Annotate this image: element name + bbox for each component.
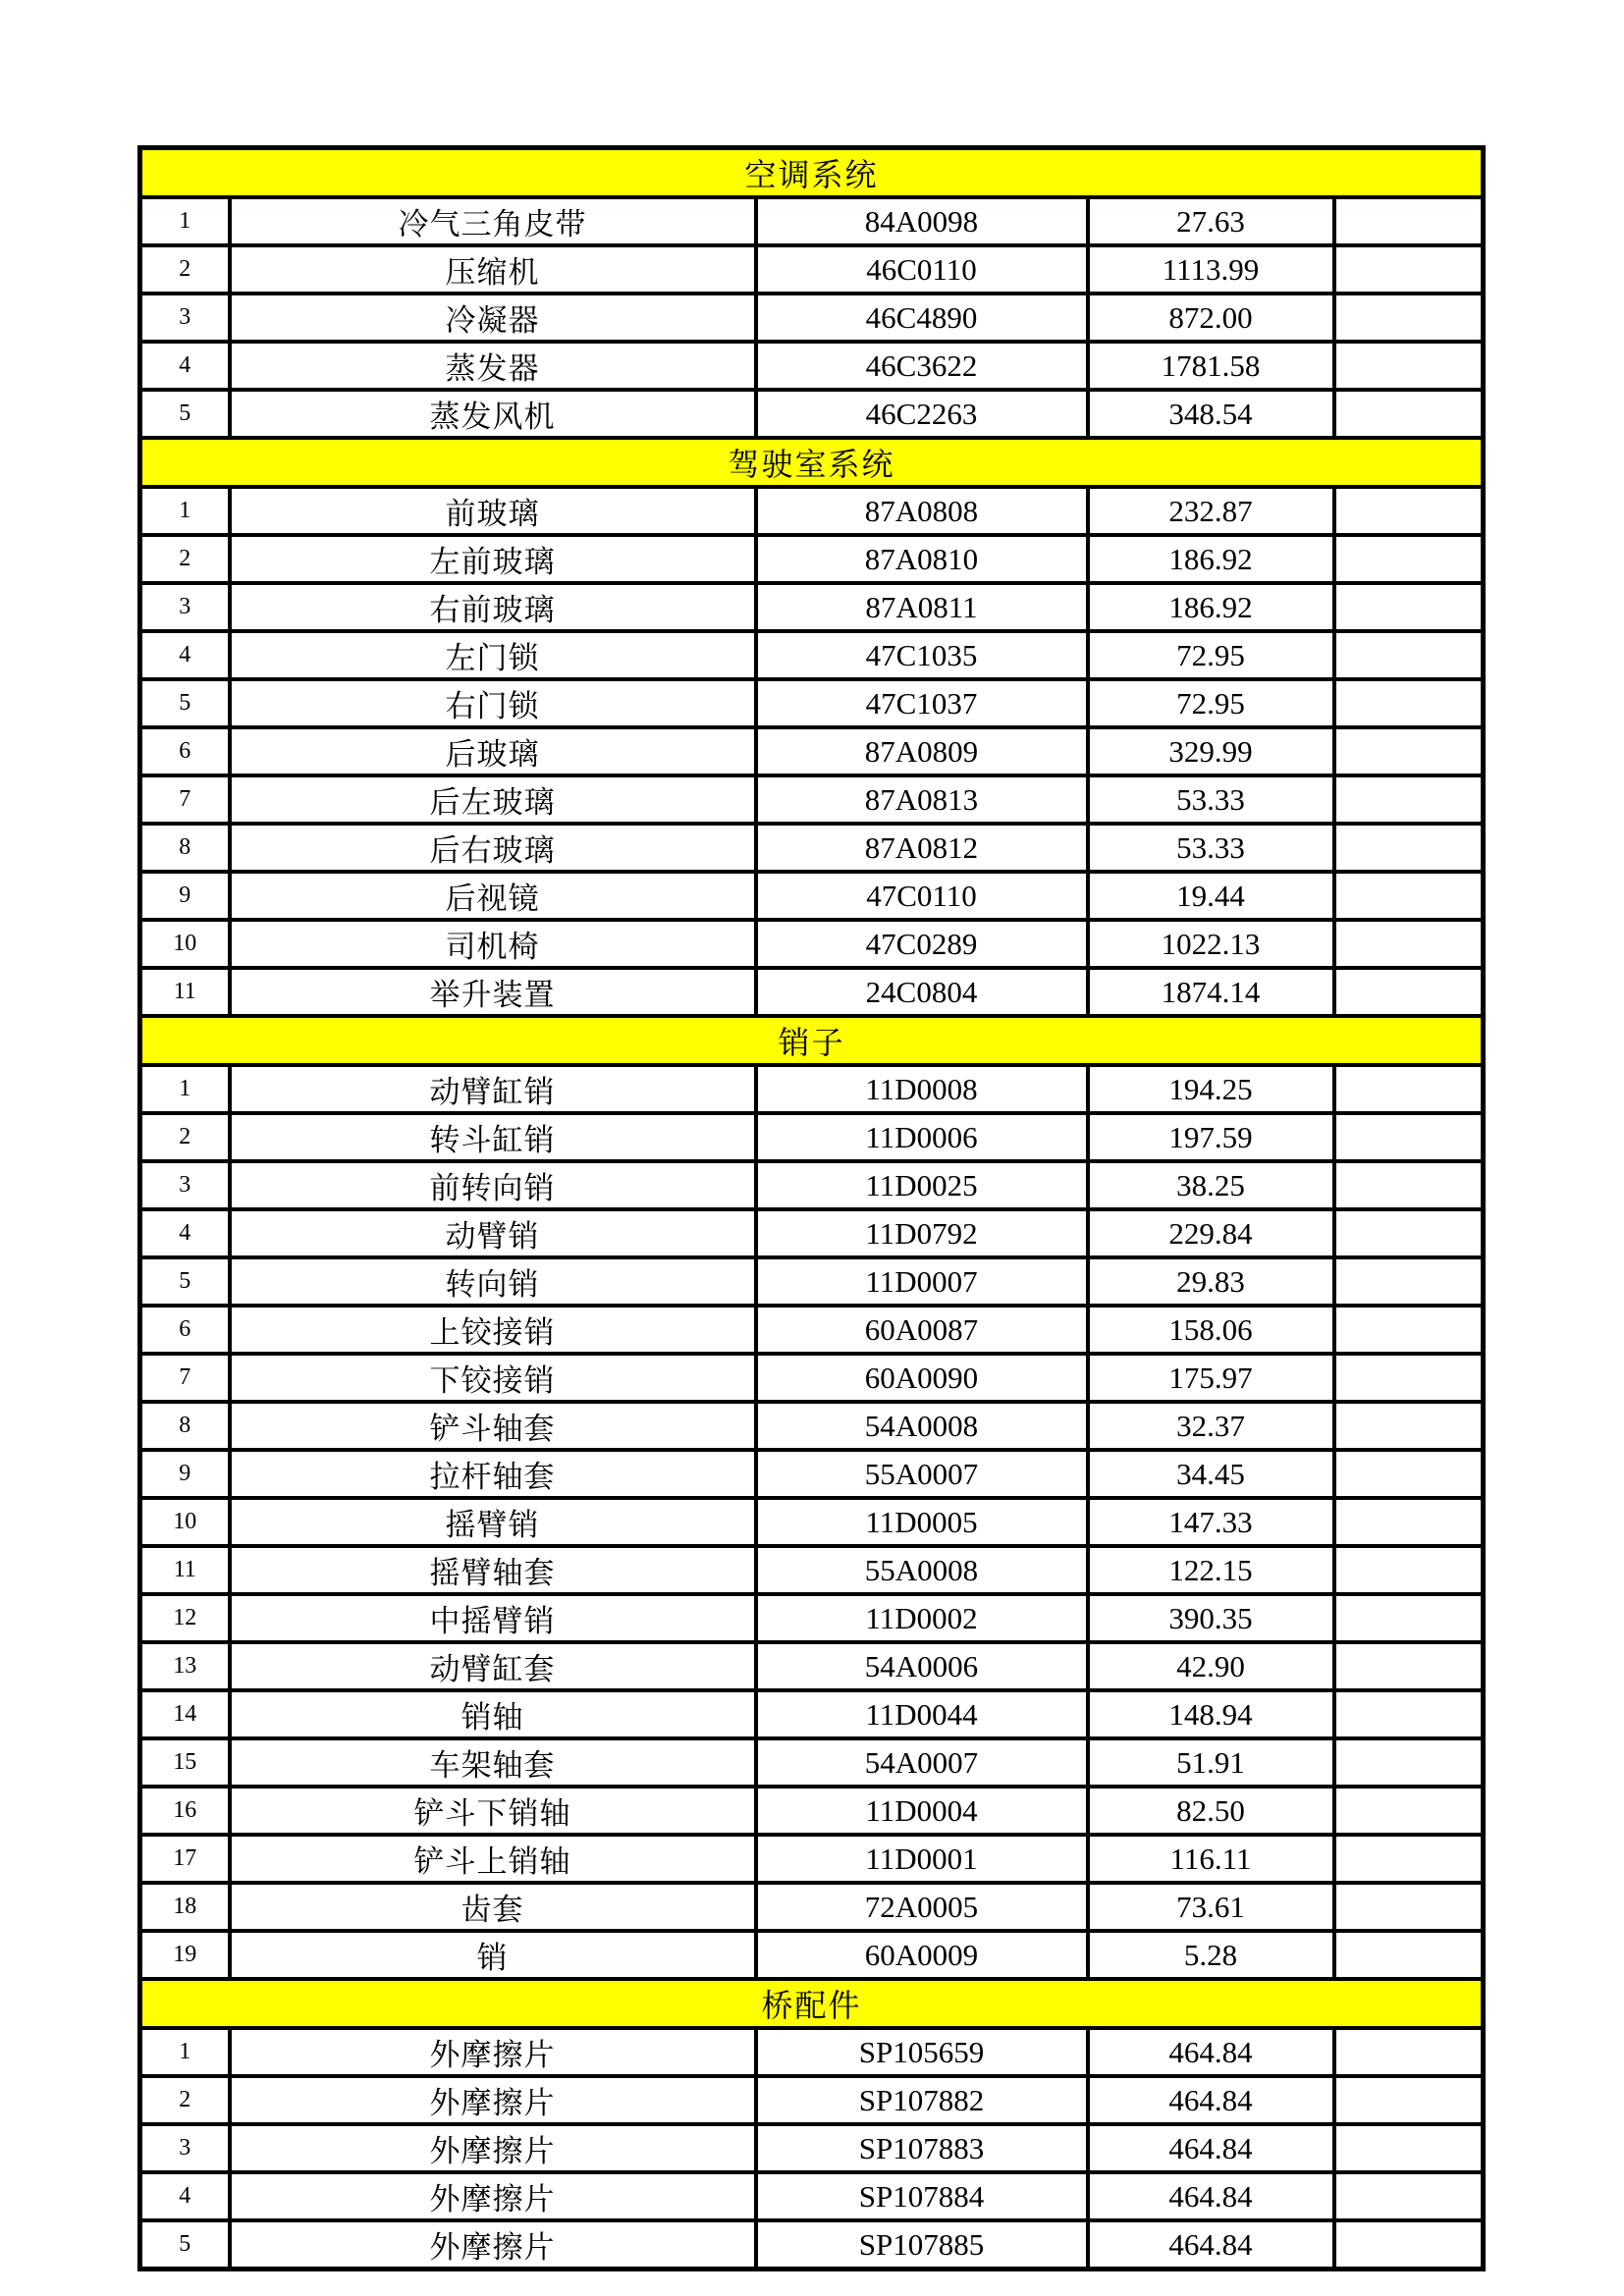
section-header-row [140, 1979, 1484, 2028]
row-index-cell: 13 [140, 1642, 230, 1690]
table-row [140, 1113, 1484, 1161]
part-name-cell: 转斗缸销 [230, 1113, 756, 1161]
row-index-cell: 3 [140, 2124, 230, 2172]
note-cell [1334, 1498, 1484, 1546]
row-index-cell: 11 [140, 1546, 230, 1594]
part-price-cell: 1781.58 [1088, 342, 1334, 390]
part-name-cell: 下铰接销 [230, 1354, 756, 1402]
row-index-cell: 8 [140, 824, 230, 872]
part-name-cell: 上铰接销 [230, 1306, 756, 1354]
row-index-cell: 5 [140, 2220, 230, 2269]
table-row [140, 775, 1484, 824]
note-cell [1334, 679, 1484, 727]
note-cell [1334, 872, 1484, 920]
note-cell [1334, 1594, 1484, 1642]
row-index-cell: 18 [140, 1883, 230, 1931]
row-index-cell: 5 [140, 679, 230, 727]
note-cell [1334, 1931, 1484, 1979]
table-row [140, 390, 1484, 438]
part-name-cell: 右前玻璃 [230, 583, 756, 631]
note-cell [1334, 1209, 1484, 1257]
row-index-cell: 4 [140, 631, 230, 679]
part-price-cell: 1113.99 [1088, 245, 1334, 294]
part-price-cell: 464.84 [1088, 2172, 1334, 2220]
part-code-cell: 46C3622 [756, 342, 1088, 390]
part-code-cell: 47C1035 [756, 631, 1088, 679]
row-index-cell: 7 [140, 1354, 230, 1402]
table-row [140, 294, 1484, 342]
part-price-cell: 82.50 [1088, 1787, 1334, 1835]
part-price-cell: 51.91 [1088, 1738, 1334, 1787]
note-cell [1334, 824, 1484, 872]
row-index-cell: 14 [140, 1690, 230, 1738]
row-index-cell: 10 [140, 920, 230, 968]
part-code-cell: 46C0110 [756, 245, 1088, 294]
table-row [140, 197, 1484, 245]
part-code-cell: 54A0006 [756, 1642, 1088, 1690]
part-name-cell: 压缩机 [230, 245, 756, 294]
part-name-cell: 后左玻璃 [230, 775, 756, 824]
row-index-cell: 15 [140, 1738, 230, 1787]
part-price-cell: 147.33 [1088, 1498, 1334, 1546]
row-index-cell: 2 [140, 245, 230, 294]
part-price-cell: 53.33 [1088, 775, 1334, 824]
part-name-cell: 铲斗轴套 [230, 1402, 756, 1450]
part-name-cell: 摇臂销 [230, 1498, 756, 1546]
note-cell [1334, 245, 1484, 294]
table-row [140, 1402, 1484, 1450]
part-name-cell: 销 [230, 1931, 756, 1979]
table-row [140, 342, 1484, 390]
row-index-cell: 2 [140, 535, 230, 583]
note-cell [1334, 2076, 1484, 2124]
row-index-cell: 4 [140, 2172, 230, 2220]
part-code-cell: 87A0811 [756, 583, 1088, 631]
table-row [140, 1931, 1484, 1979]
part-name-cell: 前玻璃 [230, 487, 756, 535]
table-row [140, 2124, 1484, 2172]
section-header-row [140, 148, 1484, 198]
part-code-cell: 54A0008 [756, 1402, 1088, 1450]
table-row [140, 1498, 1484, 1546]
table-row [140, 487, 1484, 535]
note-cell [1334, 2028, 1484, 2076]
part-name-cell: 中摇臂销 [230, 1594, 756, 1642]
part-price-cell: 464.84 [1088, 2220, 1334, 2269]
note-cell [1334, 2220, 1484, 2269]
row-index-cell: 4 [140, 342, 230, 390]
part-code-cell: 11D0792 [756, 1209, 1088, 1257]
part-code-cell: 54A0007 [756, 1738, 1088, 1787]
row-index-cell: 3 [140, 583, 230, 631]
part-price-cell: 229.84 [1088, 1209, 1334, 1257]
part-code-cell: SP107882 [756, 2076, 1088, 2124]
row-index-cell: 1 [140, 487, 230, 535]
table-row [140, 1450, 1484, 1498]
part-name-cell: 外摩擦片 [230, 2076, 756, 2124]
table-row [140, 1594, 1484, 1642]
section-title: 销子 [140, 1016, 1484, 1065]
table-row [140, 1787, 1484, 1835]
note-cell [1334, 1787, 1484, 1835]
part-name-cell: 外摩擦片 [230, 2172, 756, 2220]
part-name-cell: 外摩擦片 [230, 2028, 756, 2076]
part-name-cell: 动臂销 [230, 1209, 756, 1257]
part-price-cell: 464.84 [1088, 2028, 1334, 2076]
part-name-cell: 后玻璃 [230, 727, 756, 775]
part-code-cell: 87A0812 [756, 824, 1088, 872]
part-code-cell: 72A0005 [756, 1883, 1088, 1931]
table-row [140, 679, 1484, 727]
part-name-cell: 动臂缸套 [230, 1642, 756, 1690]
table-row [140, 2076, 1484, 2124]
part-code-cell: 47C0110 [756, 872, 1088, 920]
section-header-row [140, 438, 1484, 487]
part-name-cell: 摇臂轴套 [230, 1546, 756, 1594]
part-price-cell: 32.37 [1088, 1402, 1334, 1450]
table-row [140, 2172, 1484, 2220]
part-price-cell: 27.63 [1088, 197, 1334, 245]
part-code-cell: SP107885 [756, 2220, 1088, 2269]
part-name-cell: 车架轴套 [230, 1738, 756, 1787]
part-price-cell: 1022.13 [1088, 920, 1334, 968]
note-cell [1334, 1738, 1484, 1787]
part-code-cell: 47C0289 [756, 920, 1088, 968]
part-name-cell: 左前玻璃 [230, 535, 756, 583]
part-code-cell: 11D0004 [756, 1787, 1088, 1835]
row-index-cell: 11 [140, 968, 230, 1016]
note-cell [1334, 1354, 1484, 1402]
row-index-cell: 12 [140, 1594, 230, 1642]
note-cell [1334, 968, 1484, 1016]
part-price-cell: 122.15 [1088, 1546, 1334, 1594]
part-price-cell: 348.54 [1088, 390, 1334, 438]
note-cell [1334, 1065, 1484, 1113]
note-cell [1334, 1642, 1484, 1690]
row-index-cell: 3 [140, 294, 230, 342]
part-code-cell: 87A0808 [756, 487, 1088, 535]
table-row [140, 968, 1484, 1016]
row-index-cell: 5 [140, 390, 230, 438]
part-price-cell: 464.84 [1088, 2076, 1334, 2124]
note-cell [1334, 1257, 1484, 1306]
part-price-cell: 73.61 [1088, 1883, 1334, 1931]
part-code-cell: 55A0007 [756, 1450, 1088, 1498]
row-index-cell: 7 [140, 775, 230, 824]
note-cell [1334, 1835, 1484, 1883]
note-cell [1334, 535, 1484, 583]
table-body [140, 148, 1484, 2269]
part-price-cell: 116.11 [1088, 1835, 1334, 1883]
part-name-cell: 后视镜 [230, 872, 756, 920]
part-name-cell: 铲斗下销轴 [230, 1787, 756, 1835]
note-cell [1334, 197, 1484, 245]
part-price-cell: 42.90 [1088, 1642, 1334, 1690]
part-name-cell: 销轴 [230, 1690, 756, 1738]
part-price-cell: 464.84 [1088, 2124, 1334, 2172]
note-cell [1334, 1883, 1484, 1931]
part-code-cell: 11D0007 [756, 1257, 1088, 1306]
table-row [140, 1065, 1484, 1113]
part-code-cell: 11D0006 [756, 1113, 1088, 1161]
table-row [140, 631, 1484, 679]
table-row [140, 1835, 1484, 1883]
row-index-cell: 2 [140, 2076, 230, 2124]
part-price-cell: 186.92 [1088, 583, 1334, 631]
table-row [140, 245, 1484, 294]
part-price-cell: 186.92 [1088, 535, 1334, 583]
part-code-cell: 11D0025 [756, 1161, 1088, 1209]
row-index-cell: 1 [140, 197, 230, 245]
table-row [140, 872, 1484, 920]
row-index-cell: 1 [140, 2028, 230, 2076]
part-name-cell: 右门锁 [230, 679, 756, 727]
note-cell [1334, 390, 1484, 438]
table-row [140, 2220, 1484, 2269]
table-row [140, 1209, 1484, 1257]
part-code-cell: SP107884 [756, 2172, 1088, 2220]
part-price-cell: 194.25 [1088, 1065, 1334, 1113]
part-name-cell: 司机椅 [230, 920, 756, 968]
note-cell [1334, 1306, 1484, 1354]
part-name-cell: 转向销 [230, 1257, 756, 1306]
part-name-cell: 外摩擦片 [230, 2220, 756, 2269]
part-price-cell: 390.35 [1088, 1594, 1334, 1642]
part-code-cell: 87A0810 [756, 535, 1088, 583]
part-name-cell: 冷气三角皮带 [230, 197, 756, 245]
table-row [140, 1738, 1484, 1787]
table-row [140, 535, 1484, 583]
part-code-cell: 11D0002 [756, 1594, 1088, 1642]
part-code-cell: 24C0804 [756, 968, 1088, 1016]
row-index-cell: 6 [140, 727, 230, 775]
part-price-cell: 72.95 [1088, 679, 1334, 727]
part-code-cell: 11D0005 [756, 1498, 1088, 1546]
part-price-cell: 148.94 [1088, 1690, 1334, 1738]
part-code-cell: 46C4890 [756, 294, 1088, 342]
part-name-cell: 拉杆轴套 [230, 1450, 756, 1498]
row-index-cell: 10 [140, 1498, 230, 1546]
part-name-cell: 举升装置 [230, 968, 756, 1016]
part-price-cell: 19.44 [1088, 872, 1334, 920]
row-index-cell: 9 [140, 1450, 230, 1498]
part-name-cell: 后右玻璃 [230, 824, 756, 872]
note-cell [1334, 342, 1484, 390]
note-cell [1334, 1450, 1484, 1498]
table-row [140, 727, 1484, 775]
part-price-cell: 872.00 [1088, 294, 1334, 342]
section-title: 桥配件 [140, 1979, 1484, 2028]
part-price-cell: 158.06 [1088, 1306, 1334, 1354]
note-cell [1334, 1690, 1484, 1738]
part-code-cell: 60A0087 [756, 1306, 1088, 1354]
part-price-cell: 38.25 [1088, 1161, 1334, 1209]
part-price-cell: 5.28 [1088, 1931, 1334, 1979]
row-index-cell: 6 [140, 1306, 230, 1354]
part-name-cell: 冷凝器 [230, 294, 756, 342]
section-header-row [140, 1016, 1484, 1065]
part-price-cell: 197.59 [1088, 1113, 1334, 1161]
parts-price-table [137, 145, 1486, 2271]
note-cell [1334, 727, 1484, 775]
note-cell [1334, 294, 1484, 342]
note-cell [1334, 2124, 1484, 2172]
table-row [140, 1161, 1484, 1209]
part-price-cell: 329.99 [1088, 727, 1334, 775]
part-price-cell: 72.95 [1088, 631, 1334, 679]
part-code-cell: 46C2263 [756, 390, 1088, 438]
row-index-cell: 17 [140, 1835, 230, 1883]
part-code-cell: 60A0090 [756, 1354, 1088, 1402]
note-cell [1334, 487, 1484, 535]
note-cell [1334, 1161, 1484, 1209]
row-index-cell: 19 [140, 1931, 230, 1979]
part-name-cell: 外摩擦片 [230, 2124, 756, 2172]
part-code-cell: 55A0008 [756, 1546, 1088, 1594]
part-price-cell: 1874.14 [1088, 968, 1334, 1016]
part-name-cell: 左门锁 [230, 631, 756, 679]
note-cell [1334, 2172, 1484, 2220]
note-cell [1334, 1546, 1484, 1594]
table-row [140, 2028, 1484, 2076]
note-cell [1334, 1402, 1484, 1450]
part-name-cell: 蒸发器 [230, 342, 756, 390]
note-cell [1334, 583, 1484, 631]
part-code-cell: SP105659 [756, 2028, 1088, 2076]
table-row [140, 1306, 1484, 1354]
table-row [140, 1883, 1484, 1931]
part-name-cell: 齿套 [230, 1883, 756, 1931]
part-code-cell: 11D0008 [756, 1065, 1088, 1113]
part-name-cell: 蒸发风机 [230, 390, 756, 438]
table-row [140, 824, 1484, 872]
part-code-cell: 11D0044 [756, 1690, 1088, 1738]
note-cell [1334, 1113, 1484, 1161]
table-row [140, 1257, 1484, 1306]
row-index-cell: 5 [140, 1257, 230, 1306]
table-row [140, 583, 1484, 631]
row-index-cell: 8 [140, 1402, 230, 1450]
part-name-cell: 前转向销 [230, 1161, 756, 1209]
note-cell [1334, 631, 1484, 679]
part-price-cell: 34.45 [1088, 1450, 1334, 1498]
part-code-cell: 47C1037 [756, 679, 1088, 727]
section-title: 驾驶室系统 [140, 438, 1484, 487]
row-index-cell: 9 [140, 872, 230, 920]
note-cell [1334, 920, 1484, 968]
note-cell [1334, 775, 1484, 824]
section-title: 空调系统 [140, 148, 1484, 198]
part-price-cell: 232.87 [1088, 487, 1334, 535]
part-name-cell: 铲斗上销轴 [230, 1835, 756, 1883]
part-code-cell: 87A0809 [756, 727, 1088, 775]
part-code-cell: 60A0009 [756, 1931, 1088, 1979]
table-row [140, 1690, 1484, 1738]
table-row [140, 1642, 1484, 1690]
row-index-cell: 2 [140, 1113, 230, 1161]
part-code-cell: 84A0098 [756, 197, 1088, 245]
table-row [140, 920, 1484, 968]
row-index-cell: 16 [140, 1787, 230, 1835]
row-index-cell: 1 [140, 1065, 230, 1113]
part-price-cell: 175.97 [1088, 1354, 1334, 1402]
part-code-cell: 11D0001 [756, 1835, 1088, 1883]
table-row [140, 1354, 1484, 1402]
part-price-cell: 29.83 [1088, 1257, 1334, 1306]
part-name-cell: 动臂缸销 [230, 1065, 756, 1113]
part-code-cell: SP107883 [756, 2124, 1088, 2172]
part-price-cell: 53.33 [1088, 824, 1334, 872]
row-index-cell: 4 [140, 1209, 230, 1257]
row-index-cell: 3 [140, 1161, 230, 1209]
part-code-cell: 87A0813 [756, 775, 1088, 824]
table-row [140, 1546, 1484, 1594]
